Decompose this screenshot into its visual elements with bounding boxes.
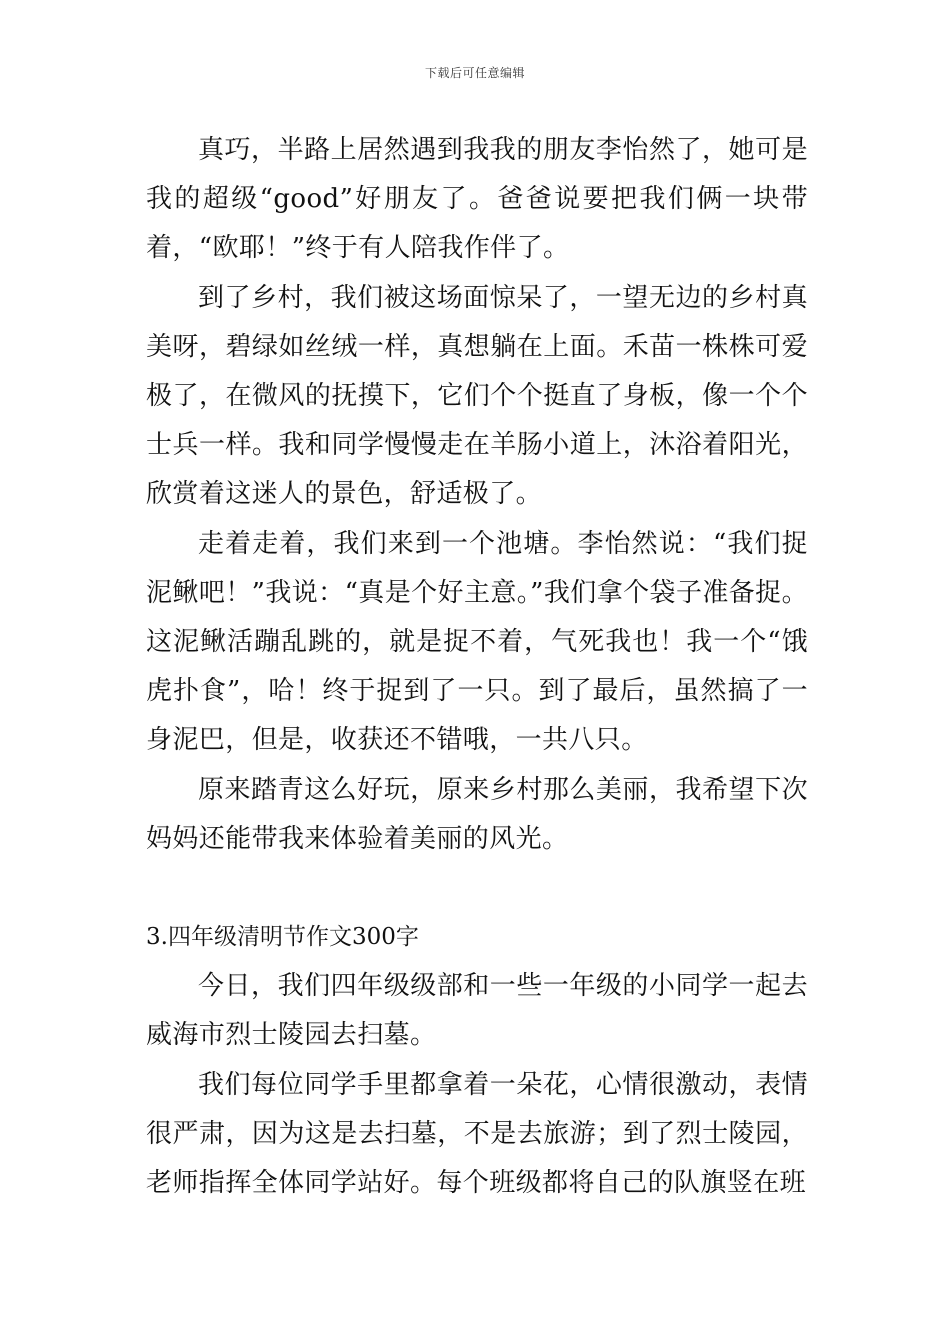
paragraph: 我们每位同学手里都拿着一朵花，心情很激动，表情很严肃，因为这是去扫墓，不是去旅游；到了烈士陵园，老师指挥全体同学站好。每个班级都将自己的队旗竖在班 [146, 1069, 808, 1199]
header-note: 下载后可任意编辑 [424, 66, 525, 80]
paragraph: 真巧，半路上居然遇到我我的朋友李怡然了，她可是我的超级“good”好朋友了。爸爸说要把我们俩一块带着，“欧耶！”终于有人陪我作伴了。 [146, 135, 808, 264]
section-heading: 3.四年级清明节作文300字 [146, 924, 419, 951]
document-body [146, 126, 808, 1208]
paragraph: 到了乡村，我们被这场面惊呆了，一望无边的乡村真美呀，碧绿如丝绒一样，真想躺在上面。禾苗一株株可爱极了，在微风的抚摸下，它们个个挺直了身板，像一个个士兵一样。我和同学慢慢走在羊肠小道上，沐浴着阳光，欣赏着这迷人的景色，舒适极了。 [146, 282, 808, 510]
paragraph: 原来踏青这么好玩，原来乡村那么美丽，我希望下次妈妈还能带我来体验着美丽的风光。 [146, 774, 808, 854]
paragraph: 今日，我们四年级级部和一些一年级的小同学一起去威海市烈士陵园去扫墓。 [146, 971, 808, 1051]
paragraph: 走着走着，我们来到一个池塘。李怡然说：“我们捉泥鳅吧！”我说：“真是个好主意。”我们拿个袋子准备捉。这泥鳅活蹦乱跳的，就是捉不着，气死我也！我一个“饿虎扑食”，哈！终于捉到了一只。到了最后，虽然搞了一身泥巴，但是，收获还不错哦，一共八只。 [146, 528, 808, 756]
